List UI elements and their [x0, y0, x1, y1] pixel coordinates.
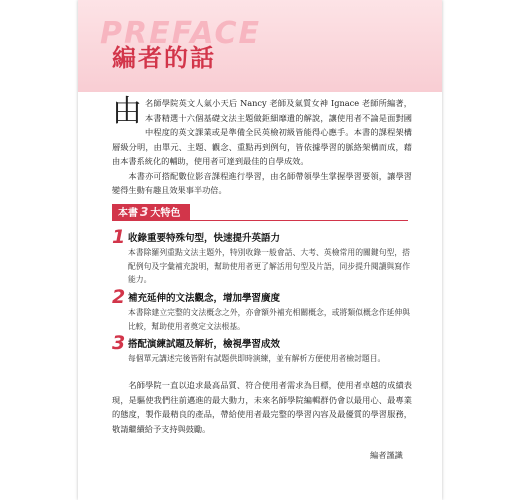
features-divider	[112, 220, 408, 221]
feature-desc: 本書除羅列重點文法主題外，特別收錄一般會話、大考、英檢常用的關鍵句型，搭配例句及字彙補充說明，幫助使用者更了解活用句型及片語，同步提升閱讀與寫作能力。	[128, 248, 410, 284]
intro-text-1: 名師學院英文人氣小天后 Nancy 老師及氣質女神 Ignace 老師所編著，本書精選十六個基礎文法主題做鉅細靡遺的解說，讓使用者不論是面對國中程度的英文課業或是準備全民英檢初級皆能得心應手。本書的課程架構層級分明，由單元、主題、觀念、重點再到例句，皆依據學習的脈絡架構而成，藉由本書系統化的輔助，使用者可達到最佳的自學成效。	[112, 98, 412, 166]
features-heading-suffix: 大特色	[150, 208, 181, 219]
preface-page	[78, 0, 442, 500]
features-heading-number: 3	[140, 205, 149, 219]
dropcap: 由	[112, 94, 142, 129]
feature-number: 3	[112, 332, 126, 354]
features-heading-prefix: 本書	[118, 208, 138, 219]
preface-watermark: PREFACE	[100, 16, 262, 51]
feature-title: 搭配演練試題及解析，檢視學習成效	[128, 339, 281, 350]
feature-title: 收錄重要特殊句型，快速提升英語力	[128, 233, 281, 244]
intro-paragraph-2: 本書亦可搭配數位影音課程進行學習，由名師帶領學生掌握學習要領，讓學習變得生動有趣且效果事半功倍。	[112, 170, 412, 195]
page-title: 編者的話	[112, 44, 216, 72]
intro-section	[112, 96, 412, 198]
feature-desc: 本書除建立完整的文法概念之外，亦會額外補充相關概念，或將類似概念作延伸與比較，幫助使用者奠定文法根基。	[128, 308, 410, 331]
signature: 編者謹識	[370, 450, 403, 460]
feature-number: 1	[112, 226, 126, 248]
features-heading	[112, 204, 190, 220]
feature-desc: 每個單元講述完後皆附有試題供即時演練，並有解析方便使用者檢討題目。	[128, 354, 386, 363]
feature-number: 2	[112, 286, 126, 308]
closing-paragraph: 名師學院一直以追求最高品質、符合使用者需求為目標，使用者卓越的成績表現，是驅使我們往前邁進的最大動力，未來名師學院編輯群仍會以最用心、最專業的態度，製作最精良的產品，帶給使用者最完整的學習內容及最優質的學習服務，敬請繼續給予支持與鼓勵。	[112, 380, 412, 434]
feature-title: 補充延伸的文法觀念，增加學習廣度	[128, 293, 281, 304]
intro-paragraph-1	[112, 96, 412, 169]
closing-section	[112, 378, 412, 436]
